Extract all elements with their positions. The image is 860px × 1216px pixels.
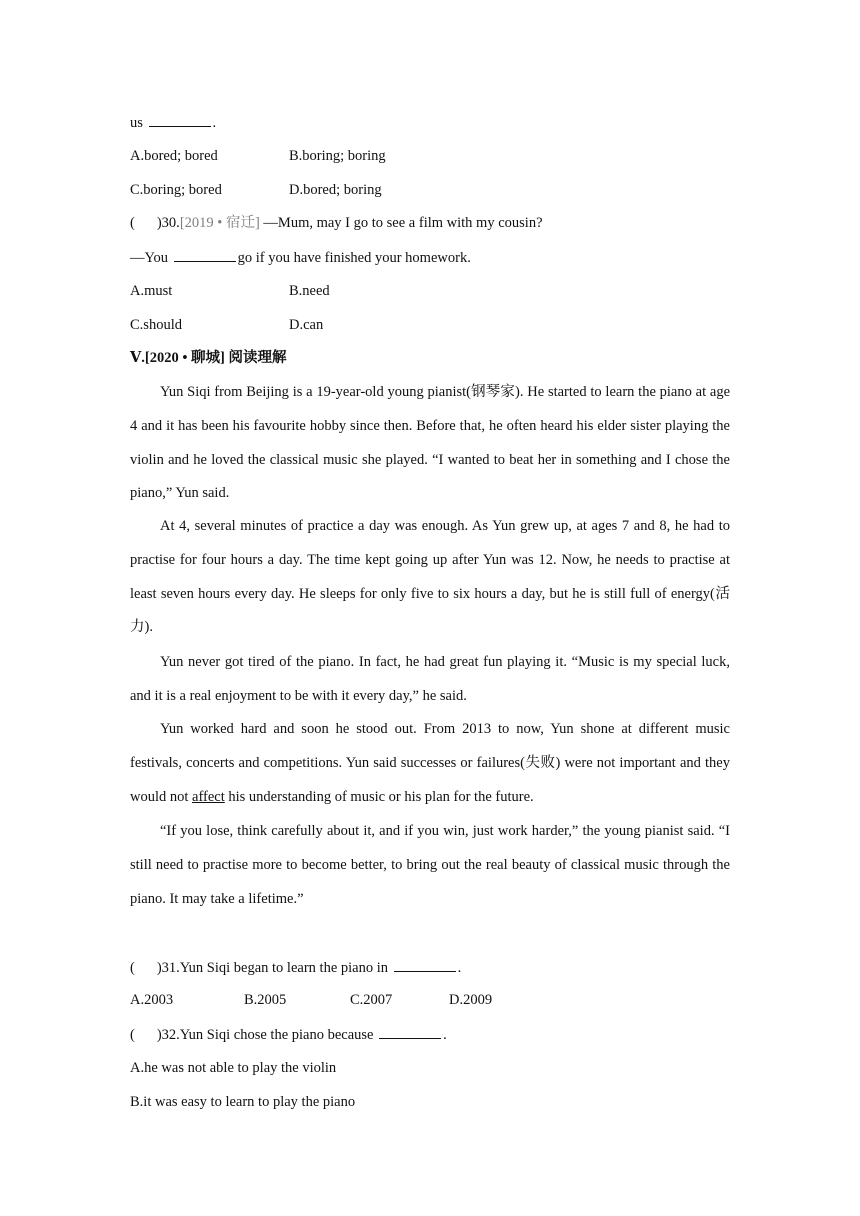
option-a: A.2003 <box>130 992 174 1008</box>
option-c: C.boring; bored <box>130 182 222 198</box>
section-heading: Ⅴ.[2020 • 聊城] 阅读理解 <box>130 350 287 366</box>
passage-paragraph-5: “If you lose, think carefully about it, and if you win, just work harder,” the young pianist said. “I still need to practise more to become better, to bring out the real beauty of classical music through the piano. It may take a lifetime.” <box>130 823 730 907</box>
passage-paragraph-1: Yun Siqi from Beijing is a 19-year-old young pianist(钢琴家). He started to learn the piano at age 4 and it has been his favourite hobby since then. Before that, he often heard his elder sister playing the violin and he loved the classical music she played. “I wanted to beat her in something and I chose the piano,” Yun said. <box>130 384 730 502</box>
option-d: D.can <box>289 317 324 333</box>
q29-options-row-1 <box>130 146 218 166</box>
option-b: B.it was easy to learn to play the piano <box>130 1094 356 1110</box>
underlined-word: affect <box>192 788 225 805</box>
answer-blank <box>174 247 236 262</box>
question-source: [2019 • 宿迁] <box>179 215 260 231</box>
passage-paragraph-4: Yun worked hard and soon he stood out. From 2013 to now, Yun shone at different music festivals, concerts and competitions. Yun said successes or failures(失败) were not important and they would not affect his understanding of music or his plan for the future. <box>130 721 730 805</box>
q29-stem-tail: us . <box>130 112 216 133</box>
option-b: B.2005 <box>244 992 287 1008</box>
option-b: B.boring; boring <box>289 148 386 164</box>
option-a: A.must <box>130 283 173 299</box>
option-b: B.need <box>289 283 330 299</box>
option-d: D.bored; boring <box>289 182 382 198</box>
option-a: A.bored; bored <box>130 148 218 164</box>
q30-reply: —You go if you have finished your homework. <box>130 247 471 268</box>
q32-stem: ( )32.Yun Siqi chose the piano because . <box>130 1024 447 1045</box>
passage-paragraph-3: Yun never got tired of the piano. In fact, he had great fun playing it. “Music is my special luck, and it is a real enjoyment to be with it every day,” he said. <box>130 654 730 704</box>
section-title: 阅读理解 <box>228 350 287 366</box>
section-source: [2020 • 聊城] <box>144 350 225 366</box>
q30-stem: ( )30.[2019 • 宿迁] —Mum, may I go to see a film with my cousin? <box>130 215 543 231</box>
option-d: D.2009 <box>449 992 493 1008</box>
option-a: A.he was not able to play the violin <box>130 1060 337 1076</box>
answer-blank <box>394 957 456 972</box>
option-c: C.2007 <box>350 992 393 1008</box>
option-c: C.should <box>130 317 182 333</box>
passage-paragraph-2: At 4, several minutes of practice a day was enough. As Yun grew up, at ages 7 and 8, he had to practise for four hours a day. The time kept going up after Yun was 12. Now, he needs to practise at least seven hours every day. He sleeps for only five to six hours a day, but he is still full of energy(活力). <box>130 518 730 636</box>
q31-stem: ( )31.Yun Siqi began to learn the piano in . <box>130 957 461 978</box>
answer-blank <box>379 1024 441 1039</box>
answer-blank <box>149 112 211 127</box>
